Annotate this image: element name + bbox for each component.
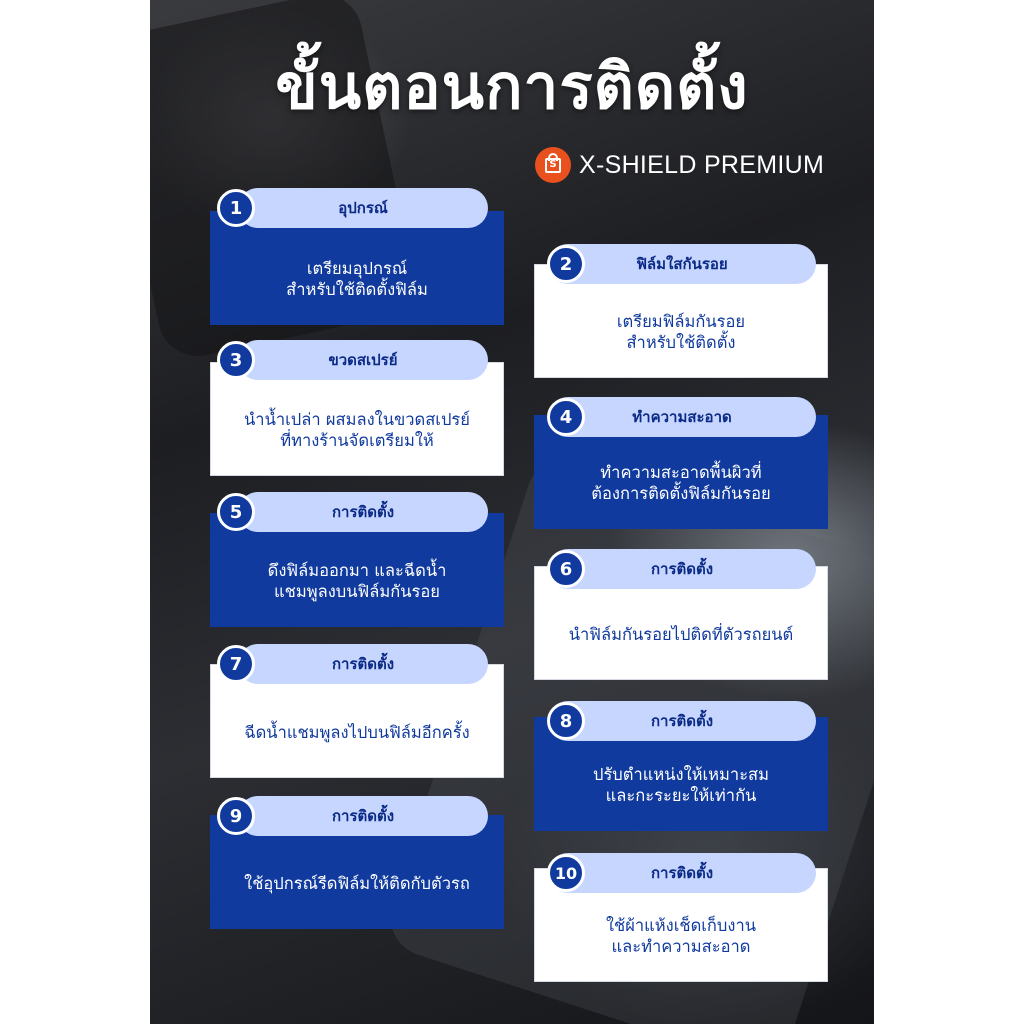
- step-text-line1: ทำความสะอาดพื้นผิวที่: [600, 463, 762, 482]
- step-number-badge: 5: [217, 493, 255, 531]
- step-text-line2: ต้องการติดตั้งฟิล์มกันรอย: [591, 484, 771, 503]
- brand: [535, 146, 824, 184]
- step-text-line2: แชมพูลงบนฟิล์มกันรอย: [274, 582, 440, 601]
- step-number-badge: 8: [547, 702, 585, 740]
- poster: [150, 0, 874, 1024]
- step-label-pill: การติดตั้ง: [548, 853, 816, 893]
- step-label-pill: ทำความสะอาด: [548, 397, 816, 437]
- step-text-line1: ใช้ผ้าแห้งเช็ดเก็บงาน: [605, 916, 756, 935]
- step-text-line1: ปรับตำแหน่งให้เหมาะสม: [592, 765, 770, 784]
- step-label-pill: การติดตั้ง: [238, 492, 488, 532]
- step-number-badge: 9: [217, 797, 255, 835]
- step-number-badge: 4: [547, 398, 585, 436]
- step-text-line1: เตรียมฟิล์มกันรอย: [616, 312, 746, 331]
- step-text-line1: ดึงฟิล์มออกมา และฉีดน้ำ: [267, 561, 447, 580]
- step-number-badge: 2: [547, 245, 585, 283]
- page-title: ขั้นตอนการติดตั้ง: [275, 50, 749, 123]
- step-text-line1: เตรียมอุปกรณ์: [306, 259, 408, 278]
- brand-name: X-SHIELD PREMIUM: [579, 150, 825, 179]
- step-label-pill: ฟิล์มใสกันรอย: [548, 244, 816, 284]
- step-number-badge: 10: [547, 854, 585, 892]
- step-number-badge: 3: [217, 341, 255, 379]
- step-text-line1: นำน้ำเปล่า ผสมลงในขวดสเปรย์: [244, 410, 470, 429]
- step-label-pill: อุปกรณ์: [238, 188, 488, 228]
- step-text-line2: และกะระยะให้เท่ากัน: [605, 786, 757, 805]
- step-text-line1: ใช้อุปกรณ์รีดฟิล์มให้ติดกับตัวรถ: [244, 873, 470, 893]
- step-number-badge: 1: [217, 189, 255, 227]
- step-text-line1: ฉีดน้ำแชมพูลงไปบนฟิล์มอีกครั้ง: [244, 722, 470, 742]
- step-number-badge: 7: [217, 645, 255, 683]
- step-text-line1: นำฟิล์มกันรอยไปติดที่ตัวรถยนต์: [568, 624, 794, 644]
- step-text-line2: สำหรับใช้ติดตั้ง: [626, 333, 736, 352]
- step-card: [210, 211, 504, 325]
- step-number-badge: 6: [547, 550, 585, 588]
- step-text-line2: สำหรับใช้ติดตั้งฟิล์ม: [286, 280, 428, 299]
- step-label-pill: การติดตั้ง: [548, 549, 816, 589]
- step-text-line2: และทำความสะอาด: [611, 937, 751, 956]
- step-text-line2: ที่ทางร้านจัดเตรียมให้: [280, 431, 434, 450]
- step-label-pill: การติดตั้ง: [238, 644, 488, 684]
- step-label-pill: การติดตั้ง: [548, 701, 816, 741]
- step-label-pill: ขวดสเปรย์: [238, 340, 488, 380]
- step-label-pill: การติดตั้ง: [238, 796, 488, 836]
- shopping-bag-icon: S: [535, 147, 571, 183]
